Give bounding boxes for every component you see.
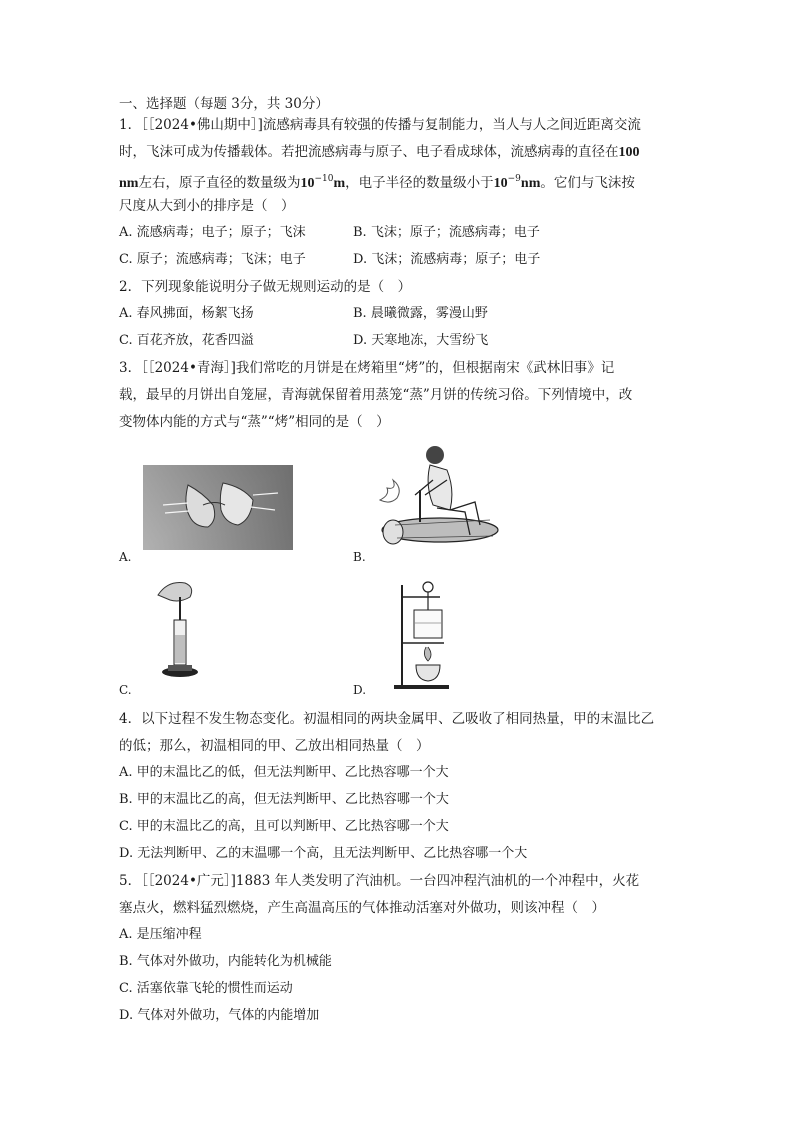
q1-unit-m: m (333, 176, 346, 191)
q1-line-4: 尺度从大到小的排序是（ ） (119, 198, 295, 214)
q2-stem: 2．下列现象能说明分子做无规则运动的是（ ） (119, 279, 412, 295)
q3-line-2: 载，最早的月饼出自笼屉，青海就保留着用蒸笼“蒸”月饼的传统习俗。下列情境中，改 (119, 387, 633, 403)
q5-option-c[interactable]: C. 活塞依靠飞轮的惯性而运动 (119, 981, 293, 996)
q1-line-3-text-a: 左右，原子直径的数量级为 (138, 175, 301, 191)
q1-line-3 (119, 170, 635, 193)
q1-option-b[interactable]: B. 飞沫；原子；流感病毒；电子 (353, 225, 540, 240)
q3-option-b-label[interactable]: B. (353, 550, 366, 564)
q5-option-b[interactable]: B. 气体对外做功，内能转化为机械能 (119, 954, 332, 969)
q1-exp-power-2: −9 (507, 174, 521, 184)
drilling-fire-image (375, 440, 500, 550)
q5-option-d[interactable]: D. 气体对外做功，气体的内能增加 (119, 1008, 320, 1023)
q2-option-c[interactable]: C. 百花齐放，花香四溢 (119, 333, 254, 348)
q3-option-c-label[interactable]: C. (119, 683, 132, 697)
q3-line-1: 3．［［2024•青海］]我们常吃的月饼是在烤箱里“烤”的，但根据南宋《武林旧事》记 (119, 360, 615, 376)
q2-option-d[interactable]: D. 天寒地冻，大雪纷飞 (353, 333, 489, 348)
q1-value-100: 100 (618, 145, 640, 160)
q2-option-b[interactable]: B. 晨曦微露，雾漫山野 (353, 306, 488, 321)
q1-exp-power-1: −10 (314, 174, 334, 184)
q1-option-a[interactable]: A. 流感病毒；电子；原子；飞沫 (119, 225, 306, 240)
q1-line-3-text-c: 。它们与飞沫按 (540, 175, 635, 191)
air-compression-image (150, 575, 210, 685)
q5-option-a[interactable]: A. 是压缩冲程 (119, 927, 202, 942)
rubbing-hands-image (143, 465, 293, 550)
q4-option-b[interactable]: B. 甲的末温比乙的高，但无法判断甲、乙比热容哪一个大 (119, 792, 449, 807)
q1-unit-nm: nm (119, 176, 139, 191)
q4-option-c[interactable]: C. 甲的末温比乙的高，且可以判断甲、乙比热容哪一个大 (119, 819, 449, 834)
alcohol-lamp-heating-image (392, 575, 452, 690)
q1-option-d[interactable]: D. 飞沫；流感病毒；原子；电子 (353, 252, 541, 267)
section-title: 一、选择题（每题 3分，共 30分） (119, 96, 329, 112)
q1-exp-base-1: 10 (300, 176, 315, 191)
q3-option-a-label[interactable]: A. (119, 550, 132, 564)
q3-line-3: 变物体内能的方式与“蒸”“烤”相同的是（ ） (119, 414, 390, 430)
q3-option-d-label[interactable]: D. (353, 683, 367, 697)
q1-option-c[interactable]: C. 原子；流感病毒；飞沫；电子 (119, 252, 306, 267)
q1-line-3-text-b: ，电子半径的数量级小于 (345, 175, 494, 191)
q1-line-1: 1．［［2024•佛山期中］]流感病毒具有较强的传播与复制能力，当人与人之间近距离交流 (119, 117, 641, 133)
q5-line-2: 塞点火，燃料猛烈燃烧，产生高温高压的气体推动活塞对外做功，则该冲程（ ） (119, 900, 605, 916)
q1-exp-base-2: 10 (493, 176, 508, 191)
q2-option-a[interactable]: A. 春风拂面，杨絮飞扬 (119, 306, 254, 321)
q1-unit-nm-2: nm (520, 176, 541, 191)
q4-option-d[interactable]: D. 无法判断甲、乙的末温哪一个高，且无法判断甲、乙比热容哪一个大 (119, 846, 528, 861)
q4-option-a[interactable]: A. 甲的末温比乙的低，但无法判断甲、乙比热容哪一个大 (119, 765, 449, 780)
q1-line-2-text: 时，飞沫可成为传播载体。若把流感病毒与原子、电子看成球体，流感病毒的直径在 (119, 144, 619, 160)
q4-line-1: 4．以下过程不发生物态变化。初温相同的两块金属甲、乙吸收了相同热量，甲的末温比乙 (119, 711, 655, 727)
q1-line-2 (119, 143, 640, 162)
q4-line-2: 的低；那么，初温相同的甲、乙放出相同热量（ ） (119, 738, 430, 754)
q5-line-1: 5．［［2024•广元］]1883 年人类发明了汽油机。一台四冲程汽油机的一个冲程中，火花 (119, 873, 640, 889)
